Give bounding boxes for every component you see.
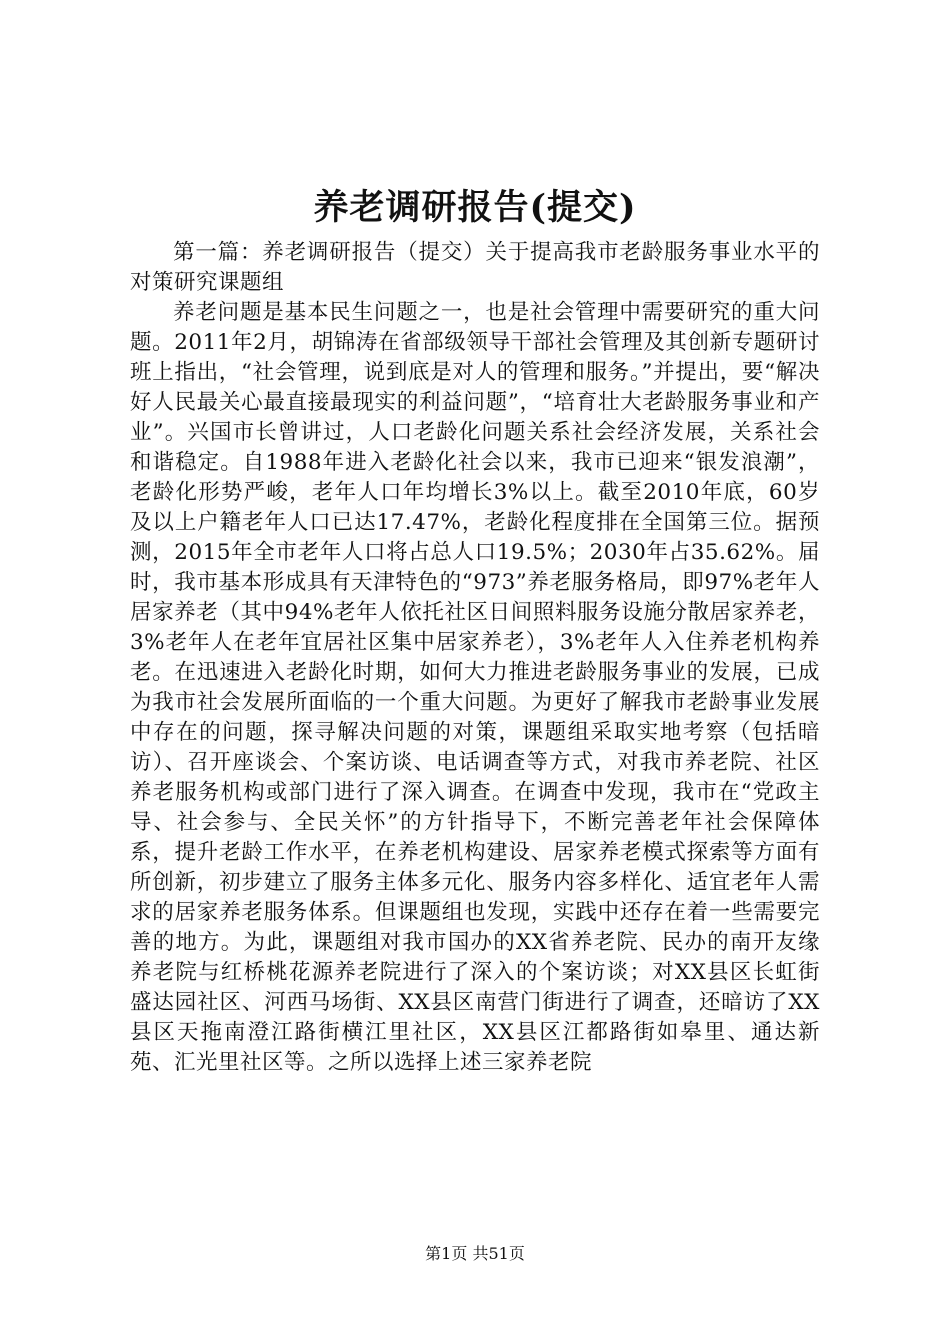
page-total: 共51页 [472,1244,525,1263]
paragraph-heading: 第一篇：养老调研报告（提交）关于提高我市老龄服务事业水平的对策研究课题组 [130,240,820,295]
paragraph-main: 养老问题是基本民生问题之一，也是社会管理中需要研究的重大问题。2011年2月，胡锦涛在省部级领导干部社会管理及其创新专题研讨班上指出，“社会管理，说到底是对人的管理和服务。”并提出，要“解决好人民最关心最直接最现实的利益问题”，“培育壮大老龄服务事业和产业”。兴国市长曾讲过，人口老龄化问题关系社会经济发展，关系社会和谐稳定。自1988年进入老龄化社会以来，我市已迎来“银发浪潮”，老龄化形势严峻，老年人口年均增长3%以上。截至2010年底，60岁及以上户籍老年人口已达17.47%，老龄化程度排在全国第三位。据预测，2015年全市老年人口将占总人口19.5%；2030年占35.62%。届时，我市基本形成具有天津特色的“973”养老服务格局，即97%老年人居家养老（其中94%老年人依托社区日间照料服务设施分散居家养老，3%老年人在老年宜居社区集中居家养老），3%老年人入住养老机构养老。在迅速进入老龄化时期，如何大力推进老龄服务事业的发展，已成为我市社会发展所面临的一个重大问题。为更好了解我市老龄事业发展中存在的问题，探寻解决问题的对策，课题组采取实地考察（包括暗访）、召开座谈会、个案访谈、电话调查等方式，对我市养老院、社区养老服务机构或部门进行了深入调查。在调查中发现，我市在“党政主导、社会参与、全民关怀”的方针指导下，不断完善老年社会保障体系，提升老龄工作水平，在养老机构建设、居家养老模式探索等方面有所创新，初步建立了服务主体多元化、服务内容多样化、适宜老年人需求的居家养老服务体系。但课题组也发现，实践中还存在着一些需要完善的地方。为此，课题组对我市国办的XX省养老院、民办的南开友缘养老院与红桥桃花源养老院进行了深入的个案访谈；对XX县区长虹街盛达园社区、河西马场街、XX县区南营门街进行了调查，还暗访了XX县区天拖南澄江路街横江里社区，XX县区江都路街如皋里、通达新苑、汇光里社区等。之所以选择上述三家养老院 [130,300,820,1075]
page-number: 第1页 [425,1244,468,1263]
page-footer [0,1242,950,1266]
document-title: 养老调研报告(提交) [313,187,637,228]
document-body [130,238,820,1078]
